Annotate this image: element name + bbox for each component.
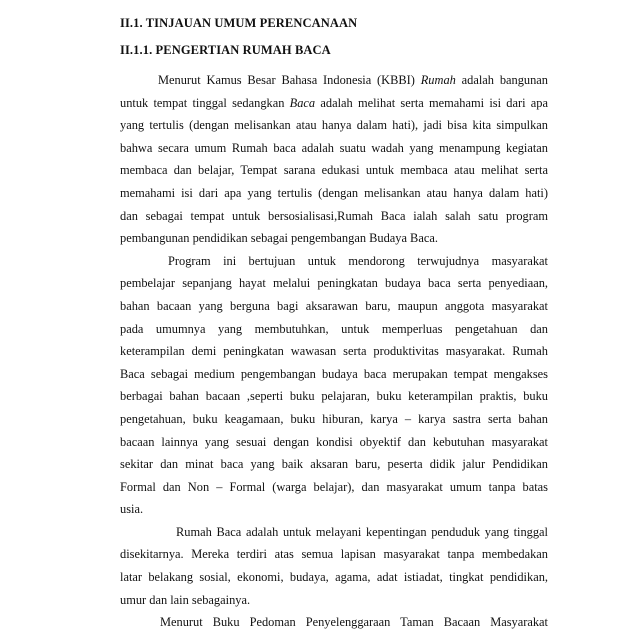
text-line: membaca dan belajar, Tempat sarana edukasi untuk membaca atau melihat serta [120,163,548,178]
text-line: Menurut Kamus Besar Bahasa Indonesia (KBBI) Rumah adalah bangunan [158,73,548,87]
text-line: memahami isi dari apa yang tertulis (dengan melisankan atau hanya dalam hati) [120,185,548,200]
text-line: Menurut Buku Pedoman Penyelenggaraan Taman Bacaan Masyarakat [160,615,548,630]
paragraph-3 [120,521,548,611]
text-line: Formal dan Non – Formal (warga belajar), dan masyarakat umum tanpa batas [120,479,548,494]
subsection-heading: II.1.1. PENGERTIAN RUMAH BACA [120,43,331,57]
body-text [120,69,548,634]
text-line: untuk tempat tinggal sedangkan Baca adalah melihat serta memahami isi dari apa [120,95,549,110]
text-line: disekitarnya. Mereka terdiri atas semua lapisan masyarakat tanpa membedakan [120,547,548,562]
text-line: dan sebagai tempat untuk bersosialisasi,Rumah Baca ialah salah satu program [120,208,548,223]
paragraph-4 [120,611,548,634]
text-line: sekitar dan minat baca yang baik aksaran baru, peserta didik jalur Pendidikan [120,457,548,472]
text-line: keterampilan demi peningkatan wawasan serta produktivitas masyarakat. Rumah [120,344,548,359]
text-line: Program ini bertujuan untuk mendorong terwujudnya masyarakat [168,253,548,268]
text-line: Baca sebagai medium pengembangan budaya baca merupakan tempat mengakses [120,366,548,381]
text-line: yang tertulis (dengan melisankan atau hanya dalam hati), jadi bisa kita simpulkan [120,118,548,133]
text-line: bahwa secara umum Rumah baca adalah suatu wadah yang menampung kegiatan [120,140,548,155]
text-line: pada umumnya yang membutuhkan, untuk memperluas pengetahuan dan [120,321,548,336]
text-line: usia. [120,502,144,517]
paragraph-1 [120,69,548,250]
text-line: pembangunan pendidikan sebagai pengembangan Budaya Baca. [120,231,438,246]
text-line: berbagai bahan bacaan ,seperti buku pelajaran, buku keterampilan praktis, buku [120,389,548,404]
text-line: bacaan lainnya yang sesuai dengan kondisi obyektif dan kebutuhan masyarakat [120,434,548,449]
text-line: pengetahuan, buku keagamaan, buku hiburan, karya – karya sastra serta bahan [120,411,548,426]
text-line: bahan bacaan yang berguna bagi aksarawan baru, maupun anggota masyarakat [120,298,548,313]
section-heading: II.1. TINJAUAN UMUM PERENCANAAN [120,16,358,30]
text-line: pembelajar sepanjang hayat melalui peningkatan budaya baca serta penyediaan, [120,276,548,291]
text-line: latar belakang sosial, ekonomi, budaya, agama, adat istiadat, tingkat pendidikan, [120,570,548,585]
text-line: umur dan lain sebagainya. [120,592,251,607]
text-line: Rumah Baca adalah untuk melayani kepentingan penduduk yang tinggal [176,524,548,539]
paragraph-2 [120,250,548,521]
